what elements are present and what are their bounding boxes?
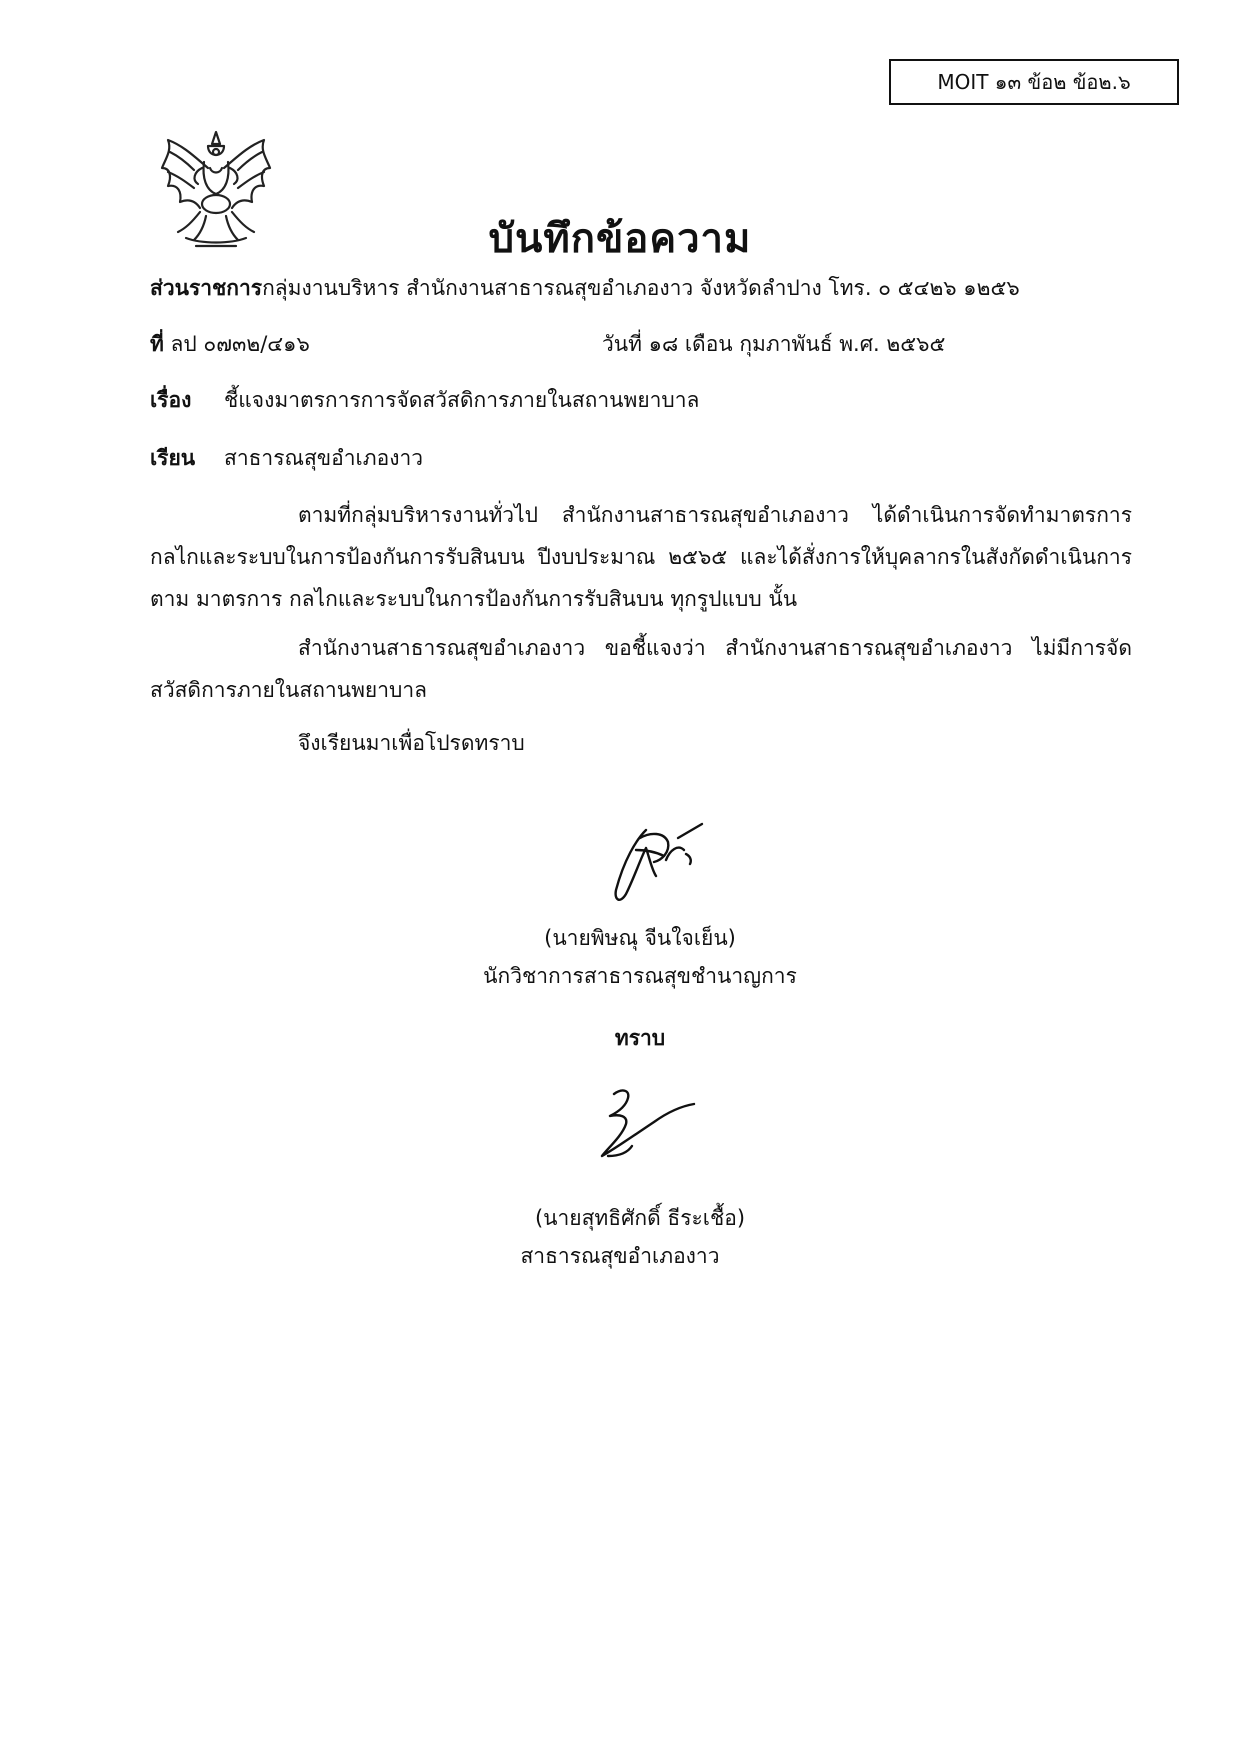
document-number-line xyxy=(150,328,310,361)
body-paragraph-closing: จึงเรียนมาเพื่อโปรดทราบ xyxy=(298,731,525,755)
subject-label: เรื่อง xyxy=(150,388,192,412)
recipient-label: เรียน xyxy=(150,446,196,470)
signature-2-image xyxy=(596,1082,700,1162)
document-number-label: ที่ xyxy=(150,332,164,356)
document-number-value: ลป ๐๗๓๒/๔๑๖ xyxy=(163,332,310,356)
reference-code-box: MOIT ๑๓ ข้อ๒ ข้อ๒.๖ xyxy=(889,59,1179,105)
agency-value: กลุ่มงานบริหาร สำนักงานสาธารณสุขอำเภองาว จังหวัดลำปาง โทร. ๐ ๕๔๒๖ ๑๒๕๖ xyxy=(262,276,1020,300)
signatory-2-position: สาธารณสุขอำเภองาว xyxy=(520,1244,720,1268)
signatory-1-name: (นายพิษณุ จีนใจเย็น) xyxy=(544,926,736,950)
document-title: บันทึกข้อความ xyxy=(488,216,752,262)
document-date: วันที่ ๑๘ เดือน กุมภาพันธ์ พ.ศ. ๒๕๖๕ xyxy=(602,332,946,356)
agency-line xyxy=(150,272,1020,305)
body-paragraph-1: ตามที่กลุ่มบริหารงานทั่วไป สำนักงานสาธารณสุขอำเภองาว ได้ดำเนินการจัดทำมาตรการ กลไกและระบบในการป้องกันการรับสินบน ปีงบประมาณ ๒๕๖๕ และได้สั่งการให้บุคลากรในสังกัดดำเนินการตาม มาตรการ กลไกและระบบในการป้องกันการรับสินบน ทุกรูปแบบ นั้น xyxy=(150,503,1132,611)
recipient-value: สาธารณสุขอำเภองาว xyxy=(224,446,424,470)
agency-label: ส่วนราชการ xyxy=(150,276,263,300)
subject-value: ชี้แจงมาตรการการจัดสวัสดิการภายในสถานพยาบาล xyxy=(224,388,700,412)
signatory-2-name: (นายสุทธิศักดิ์ ธีระเชื้อ) xyxy=(534,1206,746,1230)
acknowledgement-label: ทราบ xyxy=(614,1026,666,1050)
body-paragraph-2: สำนักงานสาธารณสุขอำเภองาว ขอชี้แจงว่า สำนักงานสาธารณสุขอำเภองาว ไม่มีการจัดสวัสดิการภายในสถานพยาบาล xyxy=(150,636,1132,702)
signature-1-image xyxy=(606,820,710,908)
signatory-1-position: นักวิชาการสาธารณสุขชำนาญการ xyxy=(483,964,797,988)
